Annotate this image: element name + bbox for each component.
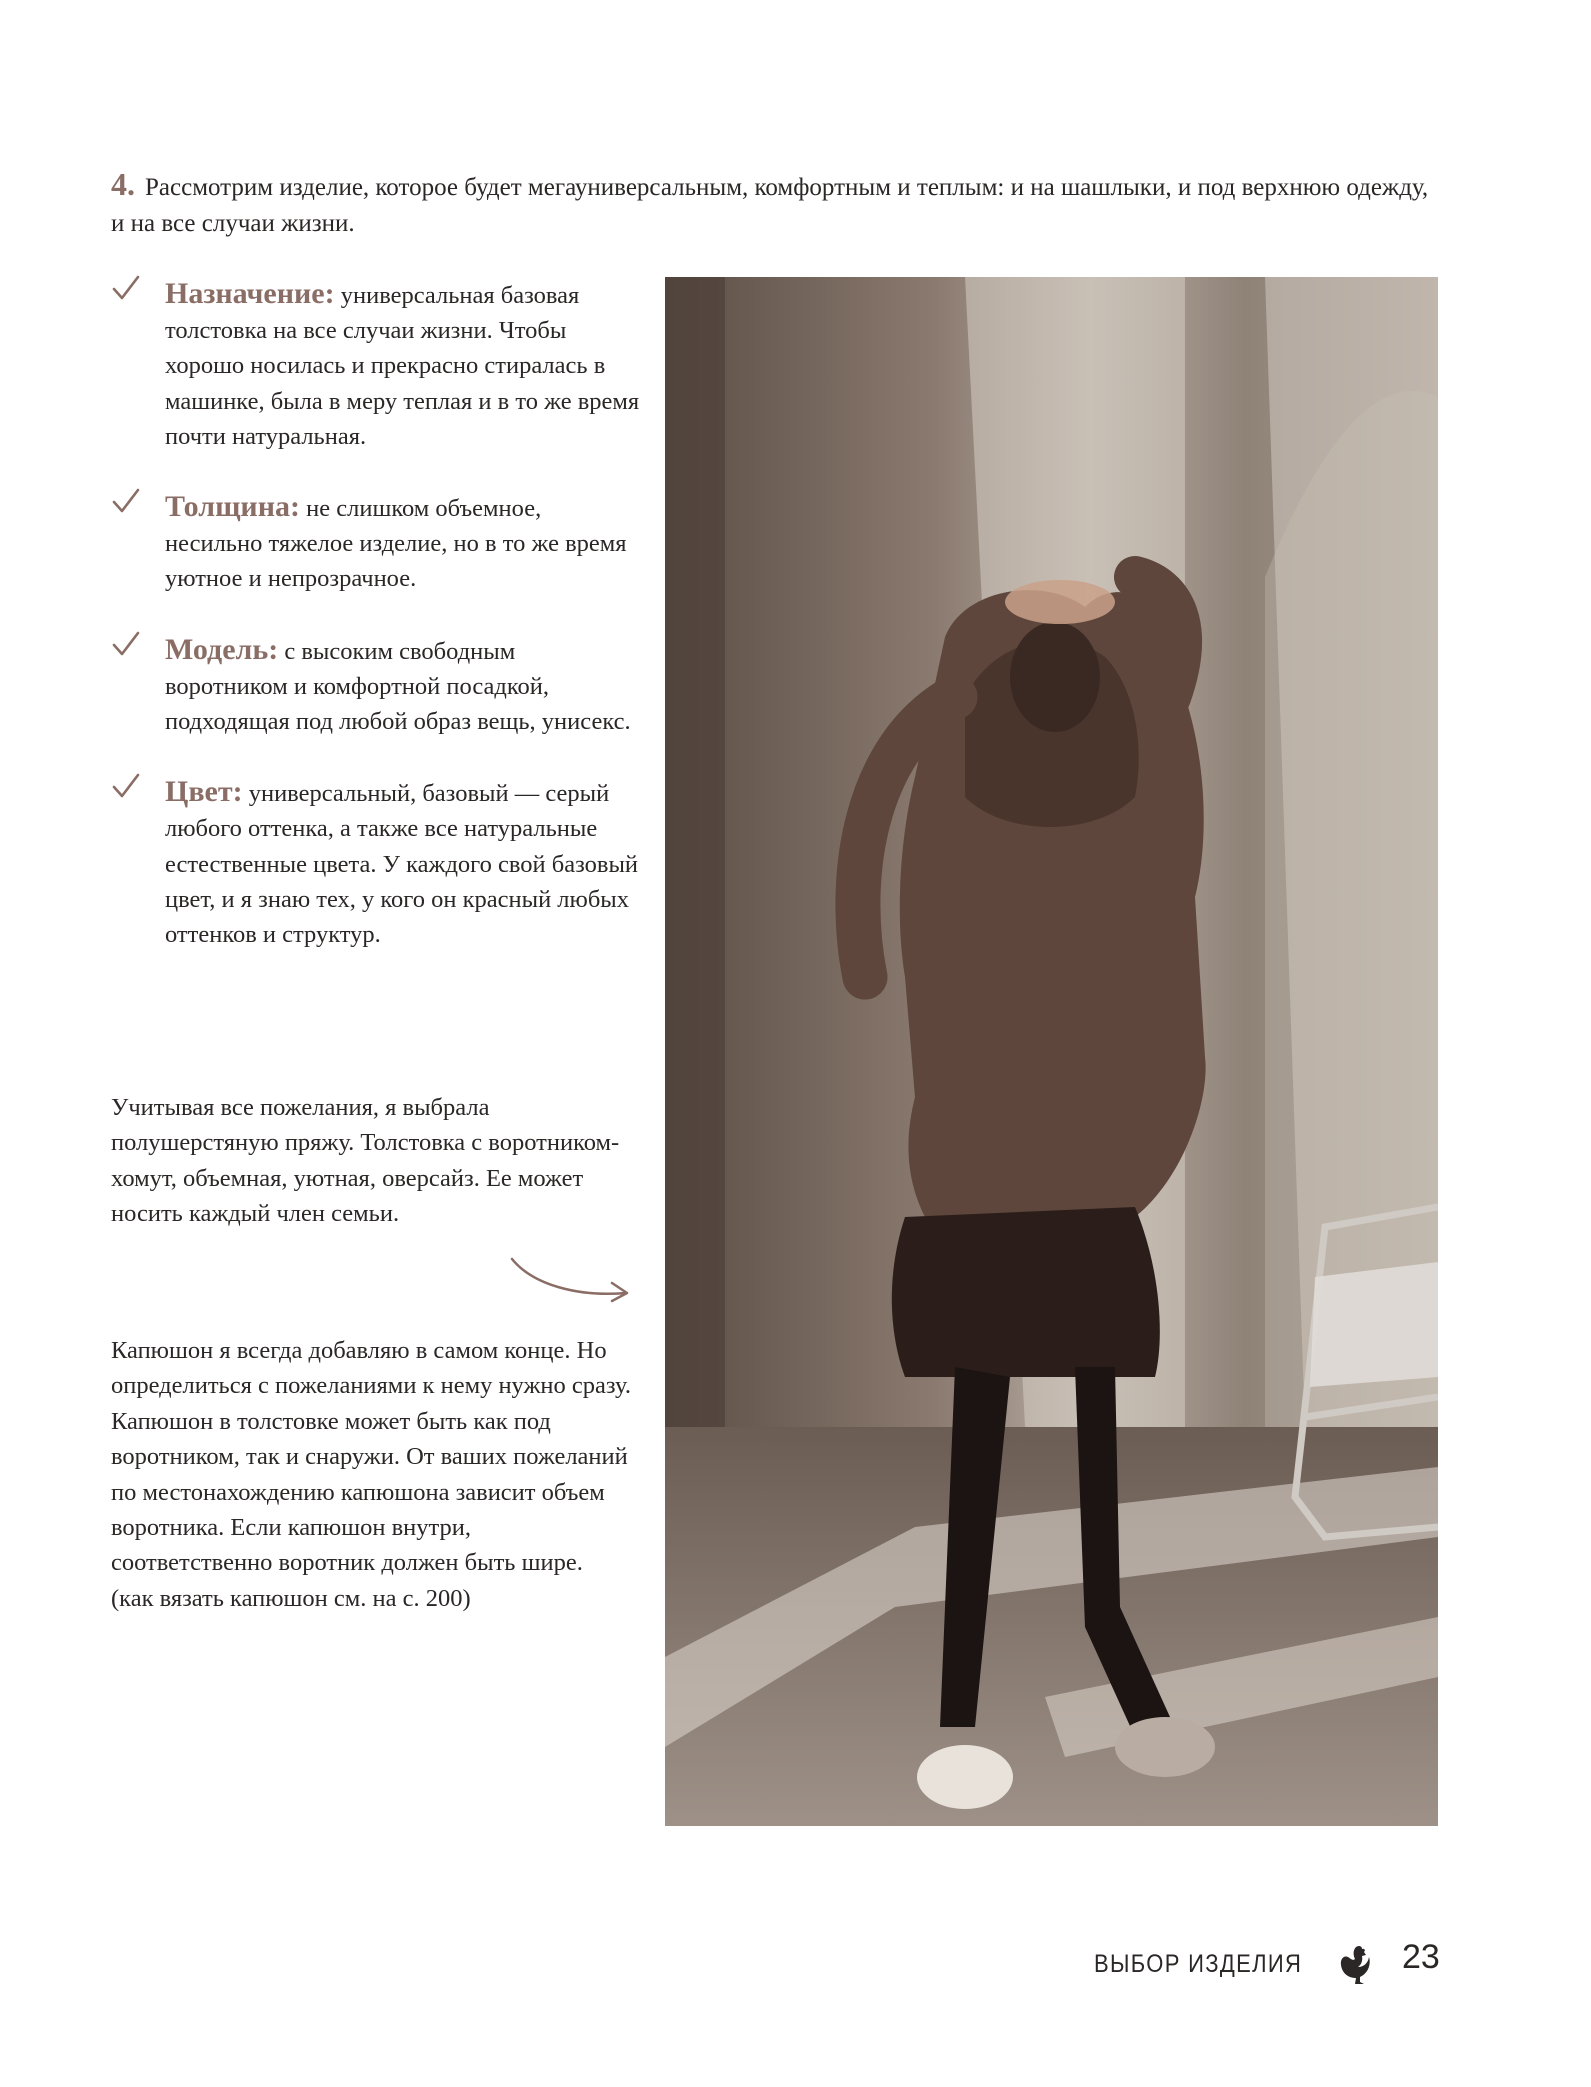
- yarn-paragraph: Учитывая все пожелания, я выбрала полушерстяную пряжу. Толстовка с воротником-хомут, объемная, уютная, оверсайз. Ее может носить каждый член семьи.: [111, 1094, 620, 1228]
- checkmark-icon: [111, 630, 141, 660]
- criteria-term: Назначение:: [165, 277, 335, 310]
- intro-paragraph: [111, 166, 1431, 242]
- criteria-item-model: [111, 632, 641, 740]
- criteria-term: Цвет:: [165, 775, 243, 809]
- checkmark-icon: [111, 274, 141, 304]
- criteria-term: Модель:: [165, 632, 279, 666]
- checkmark-icon: [111, 487, 141, 517]
- criteria-list: [111, 276, 641, 987]
- section-title: ВЫБОР ИЗДЕЛИЯ: [1094, 1950, 1303, 1978]
- criteria-text: с высоким свободным воротником и комфортной посадкой, подходящая под любой образ вещь, унисекс.: [165, 637, 631, 736]
- checkmark-icon: [111, 772, 141, 802]
- item-number: 4.: [111, 166, 135, 202]
- photo-illustration: [665, 277, 1438, 1826]
- criteria-item-color: [111, 774, 641, 952]
- criteria-item-purpose: [111, 276, 641, 454]
- model-photo: [665, 277, 1438, 1826]
- criteria-term: Толщина:: [165, 490, 300, 524]
- criteria-text: универсальная базовая толстовка на все случаи жизни. Чтобы хорошо носилась и прекрасно стиралась в машинке, была в меру теплая и в то же время почти натуральная.: [165, 282, 640, 450]
- criteria-text: не слишком объемное, несильно тяжелое изделие, но в то же время уютное и непрозрачное.: [165, 495, 627, 593]
- criteria-text: универсальный, базовый — серый любого оттенка, а также все натуральные естественные цвета. У каждого свой базовый цвет, и я знаю тех, у кого он красный любых оттенков и структур.: [165, 780, 639, 949]
- rooster-icon: [1336, 1943, 1372, 1985]
- page-number: 23: [1402, 1938, 1440, 1976]
- curved-arrow-icon: [508, 1255, 633, 1315]
- criteria-item-thickness: [111, 489, 641, 597]
- intro-text: Рассмотрим изделие, которое будет мегауниверсальным, комфортным и теплым: и на шашлыки, и под верхнюю одежду, и на все случаи жизни.: [111, 174, 1429, 237]
- hood-paragraph: Капюшон я всегда добавляю в самом конце. Но определиться с пожеланиями к нему нужно сразу. Капюшон в толстовке может быть как под воротником, так и снаружи. От ваших пожеланий по местонахождению капюшона зависит объем воротника. Если капюшон внутри, соответственно воротник должен быть шире. (как вязать капюшон см. на с. 200): [111, 1337, 631, 1612]
